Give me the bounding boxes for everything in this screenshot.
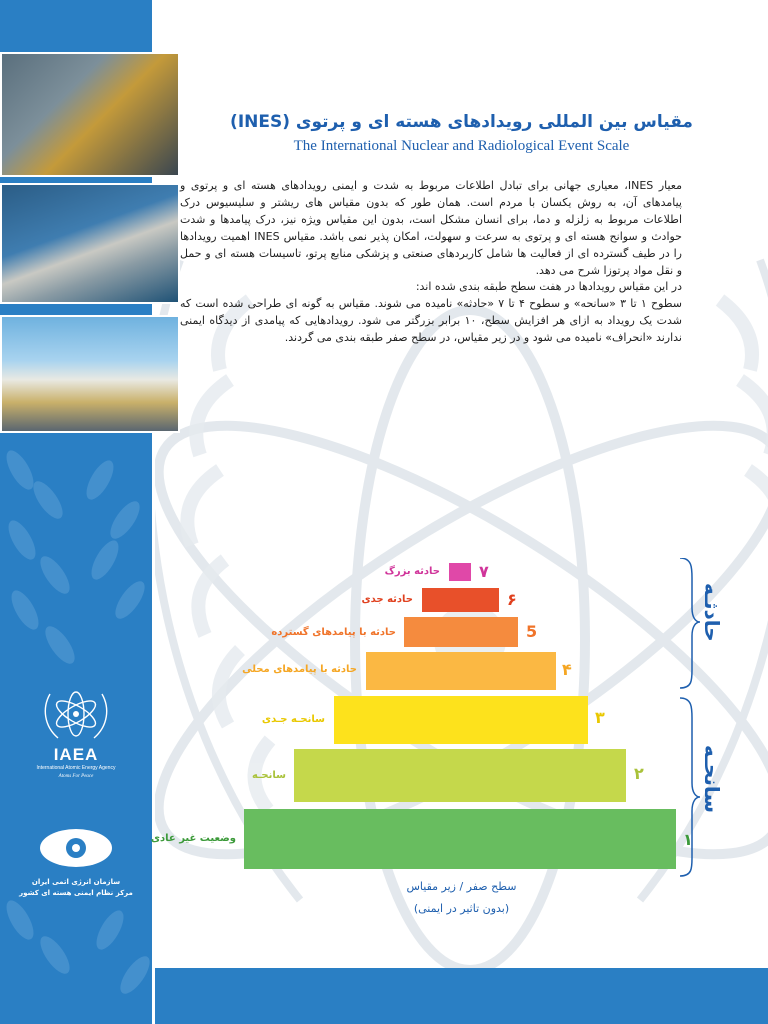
level-2-label: سانحـه: [251, 770, 286, 781]
level-zero-note: (بدون تاثیر در ایمنی): [413, 902, 510, 915]
body-paragraph-3: سطوح ۱ تا ۳ «سانحه» و سطوح ۴ تا ۷ «حادثه» نامیده می شوند. مقیاس به گونه ای طراحی شده است که شدت یک رویداد به ازای هر افزایش سطح، ۱۰ برابر بزرگتر می شود. رویدادهایی که پیامدی از دیدگاه ایمنی ندارند «انحراف» نامیده می شود و در زیر مقیاس، در سطح صفر طبقه بندی می گردند.: [180, 297, 683, 345]
level-2-number: ۲: [634, 764, 644, 783]
level-zero-label: سطح صفر / زیر مقیاس: [406, 880, 517, 893]
level-1-bar: [244, 809, 676, 869]
photo-cargo-ship: [0, 315, 180, 433]
level-7-bar: [449, 563, 471, 581]
level-3-bar: [334, 696, 588, 744]
iaea-name: IAEA: [53, 745, 99, 764]
level-1-label: وضعیت غیر عادی: [150, 833, 236, 844]
level-4-number: ۴: [562, 660, 572, 679]
iaea-full-name: International Atomic Energy Agency: [36, 765, 116, 771]
aeoi-logo-icon: [36, 826, 116, 870]
bottom-band: [155, 968, 768, 1024]
level-5-label: حادثه با پیامدهای گسترده: [271, 627, 396, 638]
page-title-persian: مقیاس بین المللی رویدادهای هسته ای و پرتوی (INES): [230, 112, 693, 132]
level-5-bar: [404, 617, 518, 647]
level-6-label: حادثه جدی: [361, 594, 413, 605]
level-2-bar: [294, 749, 626, 802]
photo-nuclear-plant: [0, 183, 180, 304]
level-3-number: ۳: [595, 708, 605, 727]
group-label-accident: حادثـه: [700, 583, 724, 642]
iaea-motto: Atoms For Peace: [58, 774, 94, 779]
photo-radiation-device: [0, 52, 180, 177]
body-paragraph-2: در این مقیاس رویدادها در هفت سطح طبقه بندی شده اند:: [415, 280, 682, 294]
level-7-label: حادثه بزرگ: [384, 566, 440, 577]
level-4-bar: [366, 652, 556, 690]
page-title-english: The International Nuclear and Radiological Event Scale: [293, 138, 630, 154]
org-name-line-2: مرکز نظام ایمنی هسته ای کشور: [19, 889, 133, 897]
level-3-label: سانحـه جـدی: [261, 714, 325, 725]
group-label-incident: سانحـه: [700, 745, 724, 814]
level-6-number: ۶: [507, 590, 517, 609]
body-paragraph-1: معیار INES، معیاری جهانی برای تبادل اطلاعات مربوط به شدت و ایمنی رویدادهای هسته ای و پرتوی و پیامدهای آن، به روش یکسان با مردم است. همان طور که بدون مقیاس های ریشتر و سلیسیوس درک اطلاعات مربوط به زلزله و دما، برای انسان مشکل است، بدون این مقیاس ویژه نیز، درک پیامدها و شدت حوادث و سوانح هسته ای و پرتوی به سرعت و سهولت، امکان پذیر نمی باشد. مقیاس INES اهمیت رویدادها را در طیف گسترده ای از فعالیت ها شامل کاربردهای صنعتی و پزشکی منابع پرتو، تاسیسات هسته ای و حمل و نقل مواد پرتوزا شرح می دهد.: [180, 179, 682, 277]
level-7-number: ۷: [479, 562, 489, 581]
org-name-line-1: سازمان انرژی اتمی ایران: [31, 878, 121, 886]
level-1-number: ۱: [683, 830, 693, 849]
level-6-bar: [422, 588, 499, 612]
level-4-label: حادثه با پیامدهای محلی: [242, 664, 357, 675]
level-5-number: 5: [526, 622, 538, 641]
iaea-emblem-icon: [36, 684, 116, 744]
body-text: [180, 178, 682, 347]
